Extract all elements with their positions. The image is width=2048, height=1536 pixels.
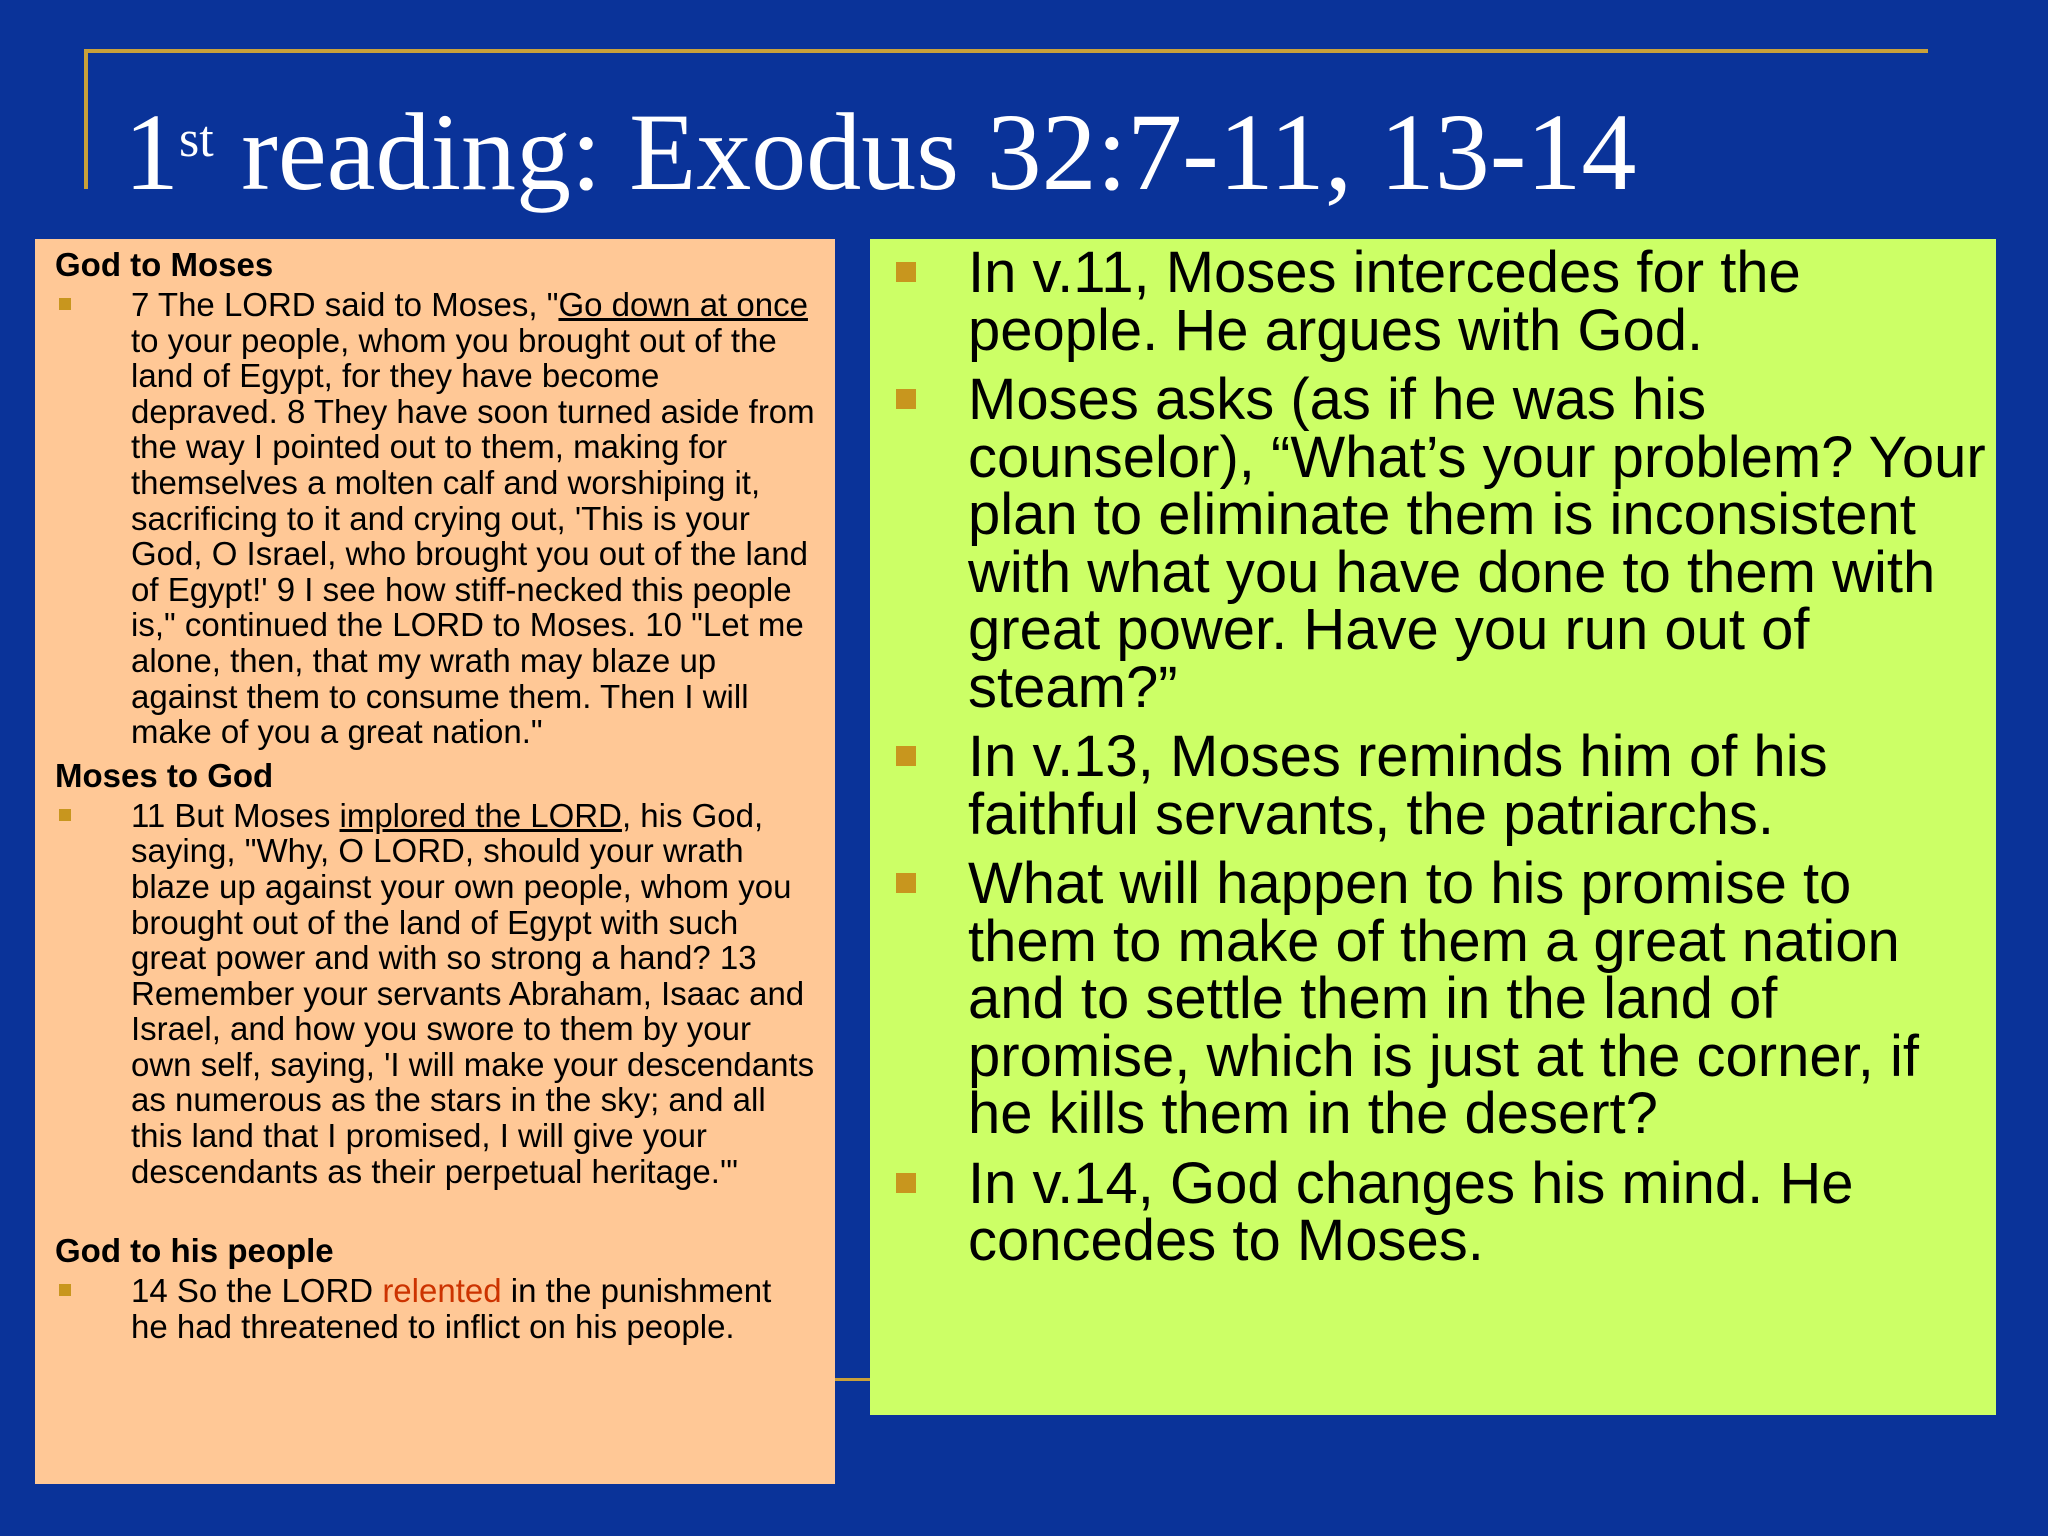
square-bullet-icon [896, 873, 916, 893]
section-heading-god-to-moses: God to Moses [55, 246, 274, 283]
square-bullet-icon [896, 262, 916, 282]
title-rule-left [84, 49, 88, 189]
commentary-bullet-item [870, 240, 1996, 363]
scripture-text: 7 The LORD said to Moses, " [131, 286, 559, 323]
commentary-bullet-item [870, 851, 1996, 1146]
square-bullet-icon [59, 1284, 71, 1296]
scripture-paragraph-verse-14 [55, 1273, 815, 1344]
title-ordinal-number: 1 [124, 91, 179, 213]
scripture-text: 14 So the LORD [131, 1272, 383, 1310]
square-bullet-icon [896, 746, 916, 766]
commentary-bullet-item [870, 367, 1996, 720]
commentary-bullet-item [870, 724, 1996, 847]
square-bullet-icon [59, 298, 71, 310]
commentary-text: In v.14, God changes his mind. He concedes to Moses. [968, 1150, 1854, 1273]
section-heading-moses-to-god: Moses to God [55, 756, 274, 794]
commentary-bullet-item [870, 1150, 1996, 1273]
square-bullet-icon [59, 809, 71, 821]
slide-title [124, 92, 1636, 212]
scripture-text: to your people, whom you brought out of the land of Egypt, for they have become depraved. 8 They have soon turned aside from the way I pointed out to them, making for themselves a molten calf and worshiping it, sacrificing to it and crying out, 'This is your God, O Israel, who brought you out of the land of Egypt!' 9 I see how stiff-necked this people is," continued the LORD to Moses. 10 "Let me alone, then, that my wrath may blaze up against them to consume them. Then I will make of you a great nation." [131, 321, 815, 751]
scripture-text-panel [35, 239, 835, 1484]
highlighted-word: relented [382, 1272, 502, 1310]
title-ordinal-suffix: st [179, 111, 214, 168]
commentary-text: What will happen to his promise to them to make of them a great nation and to settle them in the land of promise, which is just at the corner, if he kills them in the desert? [968, 851, 1919, 1146]
square-bullet-icon [896, 1173, 916, 1193]
scripture-paragraph-verses-11-13 [55, 798, 815, 1190]
scripture-paragraph-verses-7-10 [55, 287, 815, 750]
underlined-phrase: Go down at once [558, 286, 808, 323]
commentary-text: In v.11, Moses intercedes for the people. He argues with God. [968, 240, 1801, 363]
scripture-text: , his God, saying, "Why, O LORD, should your wrath blaze up against your own people, whom you brought out of the land of Egypt with such great power and with so strong a hand? 13 Remember your servants Abraham, Isaac and Israel, and how you swore to them by your own self, saying, 'I will make your descendants as numerous as the stars in the sky; and all this land that I promised, I will give your descendants as their perpetual heritage.'" [131, 796, 815, 1190]
commentary-panel [870, 239, 1996, 1415]
title-text: reading: Exodus 32:7-11, 13-14 [213, 91, 1637, 213]
commentary-text: Moses asks (as if he was his counselor), “What’s your problem? Your plan to eliminate them is inconsistent with what you have done to them with great power. Have you run out of steam?” [968, 367, 1986, 720]
commentary-text: In v.13, Moses reminds him of his faithful servants, the patriarchs. [968, 724, 1828, 847]
scripture-text: in the punishment he had threatened to inflict on his people. [131, 1272, 772, 1345]
square-bullet-icon [896, 389, 916, 409]
scripture-text: 11 But Moses [131, 796, 340, 834]
underlined-phrase: implored the LORD [339, 796, 622, 834]
title-rule-top [84, 49, 1928, 53]
section-heading-god-to-his-people: God to his people [55, 1232, 334, 1270]
